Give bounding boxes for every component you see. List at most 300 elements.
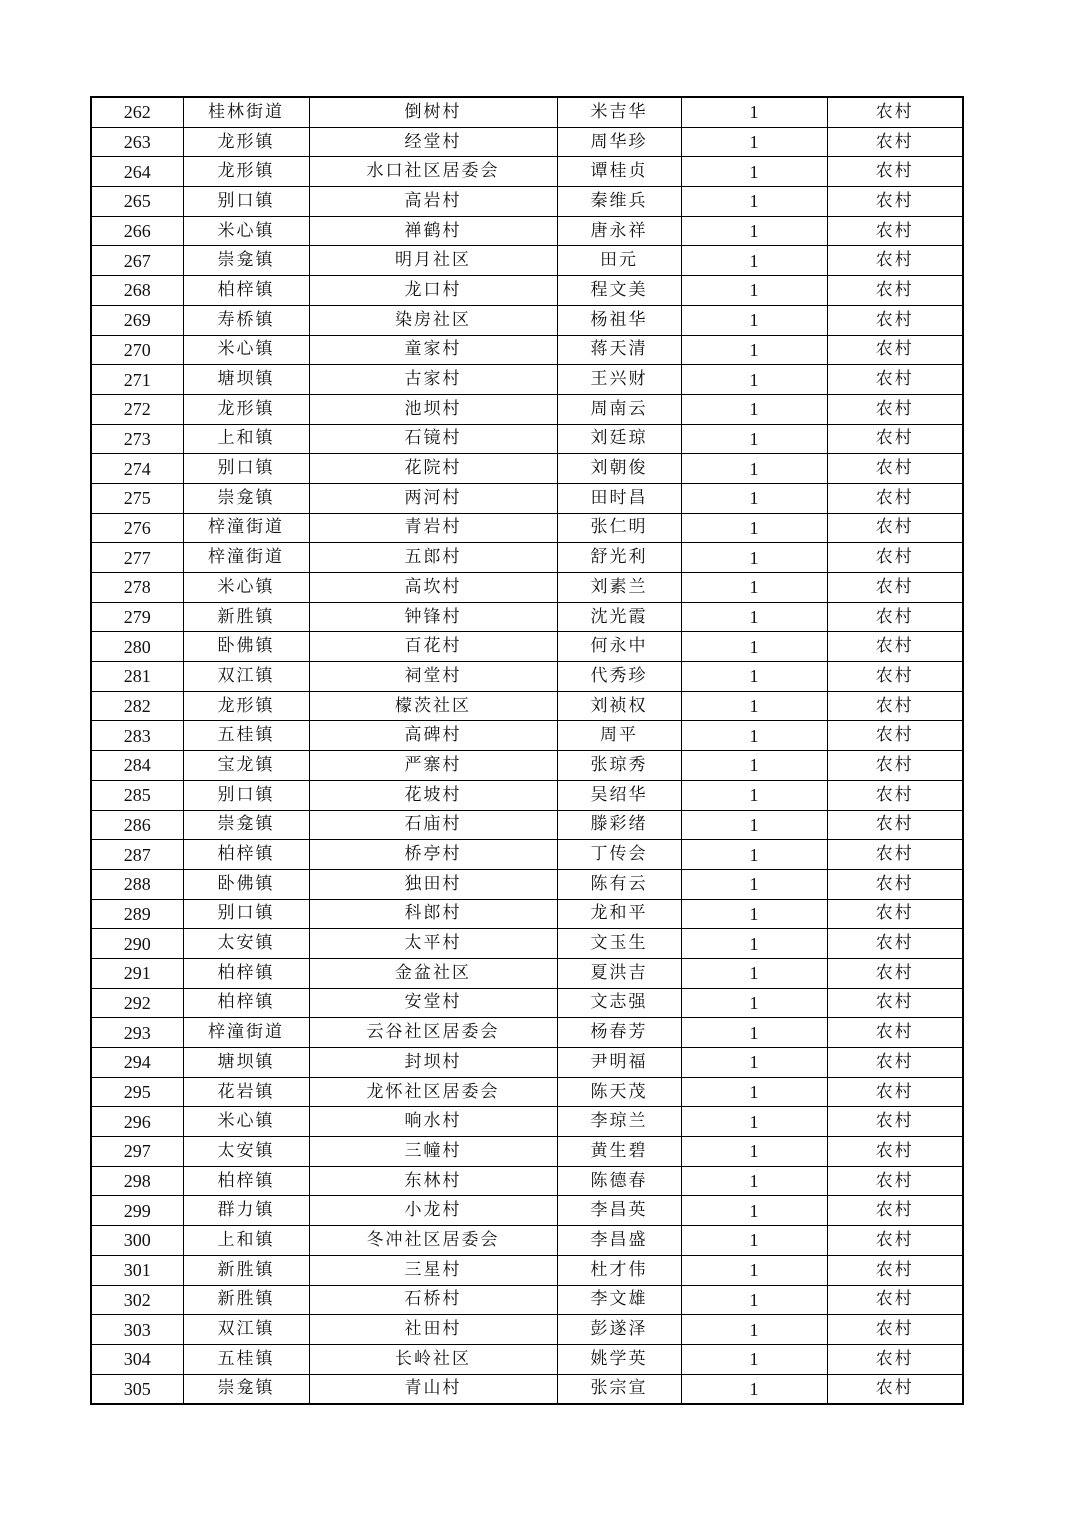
serial-number-cell: 293 <box>91 1018 183 1048</box>
village-cell: 科郎村 <box>309 899 557 929</box>
person-name-cell: 张琼秀 <box>557 751 681 781</box>
town-cell: 米心镇 <box>183 216 309 246</box>
person-name-cell: 田元 <box>557 246 681 276</box>
table-row <box>91 187 963 217</box>
village-cell: 严寨村 <box>309 751 557 781</box>
village-cell: 染房社区 <box>309 305 557 335</box>
town-cell: 新胜镇 <box>183 1285 309 1315</box>
count-cell: 1 <box>681 1344 827 1374</box>
count-cell: 1 <box>681 632 827 662</box>
serial-number-cell: 278 <box>91 573 183 603</box>
category-cell: 农村 <box>827 454 963 484</box>
village-cell: 三幢村 <box>309 1137 557 1167</box>
count-cell: 1 <box>681 454 827 484</box>
category-cell: 农村 <box>827 394 963 424</box>
serial-number-cell: 272 <box>91 394 183 424</box>
count-cell: 1 <box>681 780 827 810</box>
count-cell: 1 <box>681 662 827 692</box>
count-cell: 1 <box>681 394 827 424</box>
table-row <box>91 751 963 781</box>
village-cell: 祠堂村 <box>309 662 557 692</box>
table-row <box>91 97 963 127</box>
serial-number-cell: 288 <box>91 869 183 899</box>
village-cell: 檬茨社区 <box>309 691 557 721</box>
town-cell: 别口镇 <box>183 780 309 810</box>
category-cell: 农村 <box>827 1315 963 1345</box>
table-row <box>91 543 963 573</box>
count-cell: 1 <box>681 216 827 246</box>
count-cell: 1 <box>681 276 827 306</box>
village-cell: 太平村 <box>309 929 557 959</box>
village-cell: 明月社区 <box>309 246 557 276</box>
person-name-cell: 唐永祥 <box>557 216 681 246</box>
person-name-cell: 姚学英 <box>557 1344 681 1374</box>
person-name-cell: 彭遂泽 <box>557 1315 681 1345</box>
table-row <box>91 1374 963 1404</box>
serial-number-cell: 291 <box>91 958 183 988</box>
person-name-cell: 杜才伟 <box>557 1255 681 1285</box>
town-cell: 太安镇 <box>183 1137 309 1167</box>
town-cell: 太安镇 <box>183 929 309 959</box>
category-cell: 农村 <box>827 483 963 513</box>
table-row <box>91 869 963 899</box>
person-name-cell: 谭桂贞 <box>557 157 681 187</box>
person-name-cell: 刘素兰 <box>557 573 681 603</box>
count-cell: 1 <box>681 335 827 365</box>
serial-number-cell: 300 <box>91 1226 183 1256</box>
person-name-cell: 刘廷琼 <box>557 424 681 454</box>
table-row <box>91 988 963 1018</box>
table-row <box>91 454 963 484</box>
person-name-cell: 李昌英 <box>557 1196 681 1226</box>
count-cell: 1 <box>681 988 827 1018</box>
village-cell: 两河村 <box>309 483 557 513</box>
town-cell: 龙形镇 <box>183 127 309 157</box>
town-cell: 柏梓镇 <box>183 276 309 306</box>
person-name-cell: 文志强 <box>557 988 681 1018</box>
town-cell: 崇龛镇 <box>183 1374 309 1404</box>
table-row <box>91 691 963 721</box>
village-cell: 桥亭村 <box>309 840 557 870</box>
person-name-cell: 陈天茂 <box>557 1077 681 1107</box>
serial-number-cell: 268 <box>91 276 183 306</box>
person-name-cell: 李昌盛 <box>557 1226 681 1256</box>
serial-number-cell: 286 <box>91 810 183 840</box>
person-name-cell: 代秀珍 <box>557 662 681 692</box>
person-name-cell: 张宗宣 <box>557 1374 681 1404</box>
serial-number-cell: 292 <box>91 988 183 1018</box>
serial-number-cell: 285 <box>91 780 183 810</box>
village-cell: 响水村 <box>309 1107 557 1137</box>
category-cell: 农村 <box>827 1048 963 1078</box>
category-cell: 农村 <box>827 602 963 632</box>
table-row <box>91 780 963 810</box>
village-cell: 花坡村 <box>309 780 557 810</box>
count-cell: 1 <box>681 1285 827 1315</box>
count-cell: 1 <box>681 1077 827 1107</box>
town-cell: 花岩镇 <box>183 1077 309 1107</box>
person-name-cell: 文玉生 <box>557 929 681 959</box>
serial-number-cell: 282 <box>91 691 183 721</box>
village-cell: 小龙村 <box>309 1196 557 1226</box>
town-cell: 龙形镇 <box>183 691 309 721</box>
serial-number-cell: 274 <box>91 454 183 484</box>
person-name-cell: 刘祯权 <box>557 691 681 721</box>
table-row <box>91 632 963 662</box>
town-cell: 卧佛镇 <box>183 869 309 899</box>
category-cell: 农村 <box>827 929 963 959</box>
serial-number-cell: 301 <box>91 1255 183 1285</box>
count-cell: 1 <box>681 1137 827 1167</box>
serial-number-cell: 263 <box>91 127 183 157</box>
count-cell: 1 <box>681 97 827 127</box>
person-name-cell: 李文雄 <box>557 1285 681 1315</box>
town-cell: 米心镇 <box>183 335 309 365</box>
category-cell: 农村 <box>827 97 963 127</box>
serial-number-cell: 281 <box>91 662 183 692</box>
person-name-cell: 王兴财 <box>557 365 681 395</box>
town-cell: 寿桥镇 <box>183 305 309 335</box>
serial-number-cell: 294 <box>91 1048 183 1078</box>
village-cell: 独田村 <box>309 869 557 899</box>
village-cell: 池坝村 <box>309 394 557 424</box>
serial-number-cell: 304 <box>91 1344 183 1374</box>
category-cell: 农村 <box>827 246 963 276</box>
person-name-cell: 杨春芳 <box>557 1018 681 1048</box>
count-cell: 1 <box>681 869 827 899</box>
table-row <box>91 958 963 988</box>
category-cell: 农村 <box>827 1374 963 1404</box>
table-row <box>91 1018 963 1048</box>
category-cell: 农村 <box>827 721 963 751</box>
category-cell: 农村 <box>827 1255 963 1285</box>
town-cell: 上和镇 <box>183 424 309 454</box>
village-cell: 封坝村 <box>309 1048 557 1078</box>
town-cell: 宝龙镇 <box>183 751 309 781</box>
count-cell: 1 <box>681 1255 827 1285</box>
village-cell: 云谷社区居委会 <box>309 1018 557 1048</box>
village-cell: 青岩村 <box>309 513 557 543</box>
table-row <box>91 840 963 870</box>
category-cell: 农村 <box>827 691 963 721</box>
table-row <box>91 1196 963 1226</box>
person-name-cell: 田时昌 <box>557 483 681 513</box>
count-cell: 1 <box>681 1315 827 1345</box>
town-cell: 塘坝镇 <box>183 365 309 395</box>
count-cell: 1 <box>681 1018 827 1048</box>
table-row <box>91 513 963 543</box>
serial-number-cell: 267 <box>91 246 183 276</box>
person-name-cell: 张仁明 <box>557 513 681 543</box>
village-cell: 龙口村 <box>309 276 557 306</box>
category-cell: 农村 <box>827 1285 963 1315</box>
town-cell: 柏梓镇 <box>183 1166 309 1196</box>
town-cell: 柏梓镇 <box>183 958 309 988</box>
table-row <box>91 1137 963 1167</box>
person-name-cell: 李琼兰 <box>557 1107 681 1137</box>
count-cell: 1 <box>681 840 827 870</box>
category-cell: 农村 <box>827 276 963 306</box>
village-cell: 高岩村 <box>309 187 557 217</box>
person-name-cell: 陈有云 <box>557 869 681 899</box>
count-cell: 1 <box>681 424 827 454</box>
village-cell: 倒树村 <box>309 97 557 127</box>
table-row <box>91 1077 963 1107</box>
count-cell: 1 <box>681 305 827 335</box>
village-cell: 水口社区居委会 <box>309 157 557 187</box>
serial-number-cell: 299 <box>91 1196 183 1226</box>
serial-number-cell: 262 <box>91 97 183 127</box>
serial-number-cell: 273 <box>91 424 183 454</box>
count-cell: 1 <box>681 127 827 157</box>
person-name-cell: 周华珍 <box>557 127 681 157</box>
category-cell: 农村 <box>827 899 963 929</box>
serial-number-cell: 271 <box>91 365 183 395</box>
table-row <box>91 573 963 603</box>
table-row <box>91 662 963 692</box>
serial-number-cell: 265 <box>91 187 183 217</box>
count-cell: 1 <box>681 751 827 781</box>
category-cell: 农村 <box>827 157 963 187</box>
person-name-cell: 刘朝俊 <box>557 454 681 484</box>
town-cell: 五桂镇 <box>183 1344 309 1374</box>
town-cell: 梓潼街道 <box>183 513 309 543</box>
person-name-cell: 滕彩绪 <box>557 810 681 840</box>
category-cell: 农村 <box>827 365 963 395</box>
category-cell: 农村 <box>827 958 963 988</box>
category-cell: 农村 <box>827 780 963 810</box>
table-row <box>91 1226 963 1256</box>
village-cell: 石镜村 <box>309 424 557 454</box>
table-row <box>91 1048 963 1078</box>
town-cell: 米心镇 <box>183 573 309 603</box>
table-row <box>91 1166 963 1196</box>
table-row <box>91 1255 963 1285</box>
serial-number-cell: 289 <box>91 899 183 929</box>
table-row <box>91 335 963 365</box>
table-row <box>91 246 963 276</box>
category-cell: 农村 <box>827 869 963 899</box>
table-row <box>91 899 963 929</box>
village-cell: 青山村 <box>309 1374 557 1404</box>
count-cell: 1 <box>681 365 827 395</box>
category-cell: 农村 <box>827 424 963 454</box>
person-name-cell: 沈光霞 <box>557 602 681 632</box>
table-row <box>91 721 963 751</box>
category-cell: 农村 <box>827 1226 963 1256</box>
table-row <box>91 157 963 187</box>
category-cell: 农村 <box>827 1344 963 1374</box>
town-cell: 群力镇 <box>183 1196 309 1226</box>
town-cell: 龙形镇 <box>183 157 309 187</box>
village-cell: 三星村 <box>309 1255 557 1285</box>
category-cell: 农村 <box>827 335 963 365</box>
count-cell: 1 <box>681 691 827 721</box>
village-cell: 童家村 <box>309 335 557 365</box>
serial-number-cell: 295 <box>91 1077 183 1107</box>
town-cell: 崇龛镇 <box>183 483 309 513</box>
table-row <box>91 1285 963 1315</box>
table-row <box>91 424 963 454</box>
category-cell: 农村 <box>827 543 963 573</box>
count-cell: 1 <box>681 513 827 543</box>
table-row <box>91 216 963 246</box>
record-table-body <box>91 97 963 1404</box>
table-row <box>91 1315 963 1345</box>
town-cell: 上和镇 <box>183 1226 309 1256</box>
village-cell: 长岭社区 <box>309 1344 557 1374</box>
count-cell: 1 <box>681 1166 827 1196</box>
person-name-cell: 何永中 <box>557 632 681 662</box>
person-name-cell: 杨祖华 <box>557 305 681 335</box>
serial-number-cell: 283 <box>91 721 183 751</box>
person-name-cell: 程文美 <box>557 276 681 306</box>
category-cell: 农村 <box>827 513 963 543</box>
person-name-cell: 尹明福 <box>557 1048 681 1078</box>
category-cell: 农村 <box>827 840 963 870</box>
town-cell: 五桂镇 <box>183 721 309 751</box>
table-row <box>91 483 963 513</box>
village-cell: 花院村 <box>309 454 557 484</box>
town-cell: 新胜镇 <box>183 602 309 632</box>
village-cell: 古家村 <box>309 365 557 395</box>
town-cell: 别口镇 <box>183 187 309 217</box>
table-row <box>91 1344 963 1374</box>
town-cell: 龙形镇 <box>183 394 309 424</box>
serial-number-cell: 270 <box>91 335 183 365</box>
village-cell: 百花村 <box>309 632 557 662</box>
count-cell: 1 <box>681 246 827 276</box>
town-cell: 新胜镇 <box>183 1255 309 1285</box>
count-cell: 1 <box>681 602 827 632</box>
category-cell: 农村 <box>827 1166 963 1196</box>
table-row <box>91 276 963 306</box>
table-row <box>91 365 963 395</box>
serial-number-cell: 298 <box>91 1166 183 1196</box>
person-name-cell: 黄生碧 <box>557 1137 681 1167</box>
category-cell: 农村 <box>827 1137 963 1167</box>
town-cell: 柏梓镇 <box>183 840 309 870</box>
person-name-cell: 吴绍华 <box>557 780 681 810</box>
village-cell: 社田村 <box>309 1315 557 1345</box>
count-cell: 1 <box>681 721 827 751</box>
village-cell: 高碑村 <box>309 721 557 751</box>
category-cell: 农村 <box>827 573 963 603</box>
serial-number-cell: 284 <box>91 751 183 781</box>
serial-number-cell: 280 <box>91 632 183 662</box>
person-name-cell: 周平 <box>557 721 681 751</box>
table-row <box>91 929 963 959</box>
village-cell: 五郎村 <box>309 543 557 573</box>
category-cell: 农村 <box>827 662 963 692</box>
town-cell: 梓潼街道 <box>183 543 309 573</box>
category-cell: 农村 <box>827 988 963 1018</box>
count-cell: 1 <box>681 573 827 603</box>
serial-number-cell: 287 <box>91 840 183 870</box>
category-cell: 农村 <box>827 1018 963 1048</box>
person-name-cell: 陈德春 <box>557 1166 681 1196</box>
category-cell: 农村 <box>827 1077 963 1107</box>
count-cell: 1 <box>681 899 827 929</box>
village-cell: 龙怀社区居委会 <box>309 1077 557 1107</box>
person-name-cell: 龙和平 <box>557 899 681 929</box>
town-cell: 别口镇 <box>183 454 309 484</box>
town-cell: 梓潼街道 <box>183 1018 309 1048</box>
serial-number-cell: 297 <box>91 1137 183 1167</box>
town-cell: 双江镇 <box>183 1315 309 1345</box>
count-cell: 1 <box>681 187 827 217</box>
person-name-cell: 丁传会 <box>557 840 681 870</box>
count-cell: 1 <box>681 157 827 187</box>
count-cell: 1 <box>681 1226 827 1256</box>
person-name-cell: 夏洪吉 <box>557 958 681 988</box>
table-row <box>91 602 963 632</box>
count-cell: 1 <box>681 1048 827 1078</box>
category-cell: 农村 <box>827 216 963 246</box>
category-cell: 农村 <box>827 305 963 335</box>
serial-number-cell: 269 <box>91 305 183 335</box>
village-cell: 高坎村 <box>309 573 557 603</box>
village-cell: 石庙村 <box>309 810 557 840</box>
village-cell: 钟锋村 <box>309 602 557 632</box>
count-cell: 1 <box>681 1107 827 1137</box>
count-cell: 1 <box>681 483 827 513</box>
person-name-cell: 蒋天清 <box>557 335 681 365</box>
village-cell: 禅鹤村 <box>309 216 557 246</box>
serial-number-cell: 266 <box>91 216 183 246</box>
serial-number-cell: 290 <box>91 929 183 959</box>
village-cell: 冬冲社区居委会 <box>309 1226 557 1256</box>
serial-number-cell: 276 <box>91 513 183 543</box>
serial-number-cell: 277 <box>91 543 183 573</box>
village-cell: 安堂村 <box>309 988 557 1018</box>
category-cell: 农村 <box>827 187 963 217</box>
record-table <box>90 96 964 1405</box>
table-row <box>91 305 963 335</box>
town-cell: 崇龛镇 <box>183 246 309 276</box>
village-cell: 经堂村 <box>309 127 557 157</box>
village-cell: 金盆社区 <box>309 958 557 988</box>
town-cell: 卧佛镇 <box>183 632 309 662</box>
town-cell: 崇龛镇 <box>183 810 309 840</box>
serial-number-cell: 275 <box>91 483 183 513</box>
count-cell: 1 <box>681 1374 827 1404</box>
count-cell: 1 <box>681 958 827 988</box>
person-name-cell: 米吉华 <box>557 97 681 127</box>
serial-number-cell: 296 <box>91 1107 183 1137</box>
category-cell: 农村 <box>827 127 963 157</box>
table-row <box>91 127 963 157</box>
count-cell: 1 <box>681 543 827 573</box>
village-cell: 东林村 <box>309 1166 557 1196</box>
serial-number-cell: 305 <box>91 1374 183 1404</box>
count-cell: 1 <box>681 1196 827 1226</box>
town-cell: 桂林街道 <box>183 97 309 127</box>
town-cell: 塘坝镇 <box>183 1048 309 1078</box>
town-cell: 柏梓镇 <box>183 988 309 1018</box>
table-row <box>91 1107 963 1137</box>
count-cell: 1 <box>681 929 827 959</box>
table-row <box>91 394 963 424</box>
person-name-cell: 周南云 <box>557 394 681 424</box>
person-name-cell: 秦维兵 <box>557 187 681 217</box>
serial-number-cell: 302 <box>91 1285 183 1315</box>
category-cell: 农村 <box>827 810 963 840</box>
count-cell: 1 <box>681 810 827 840</box>
serial-number-cell: 279 <box>91 602 183 632</box>
serial-number-cell: 303 <box>91 1315 183 1345</box>
category-cell: 农村 <box>827 751 963 781</box>
